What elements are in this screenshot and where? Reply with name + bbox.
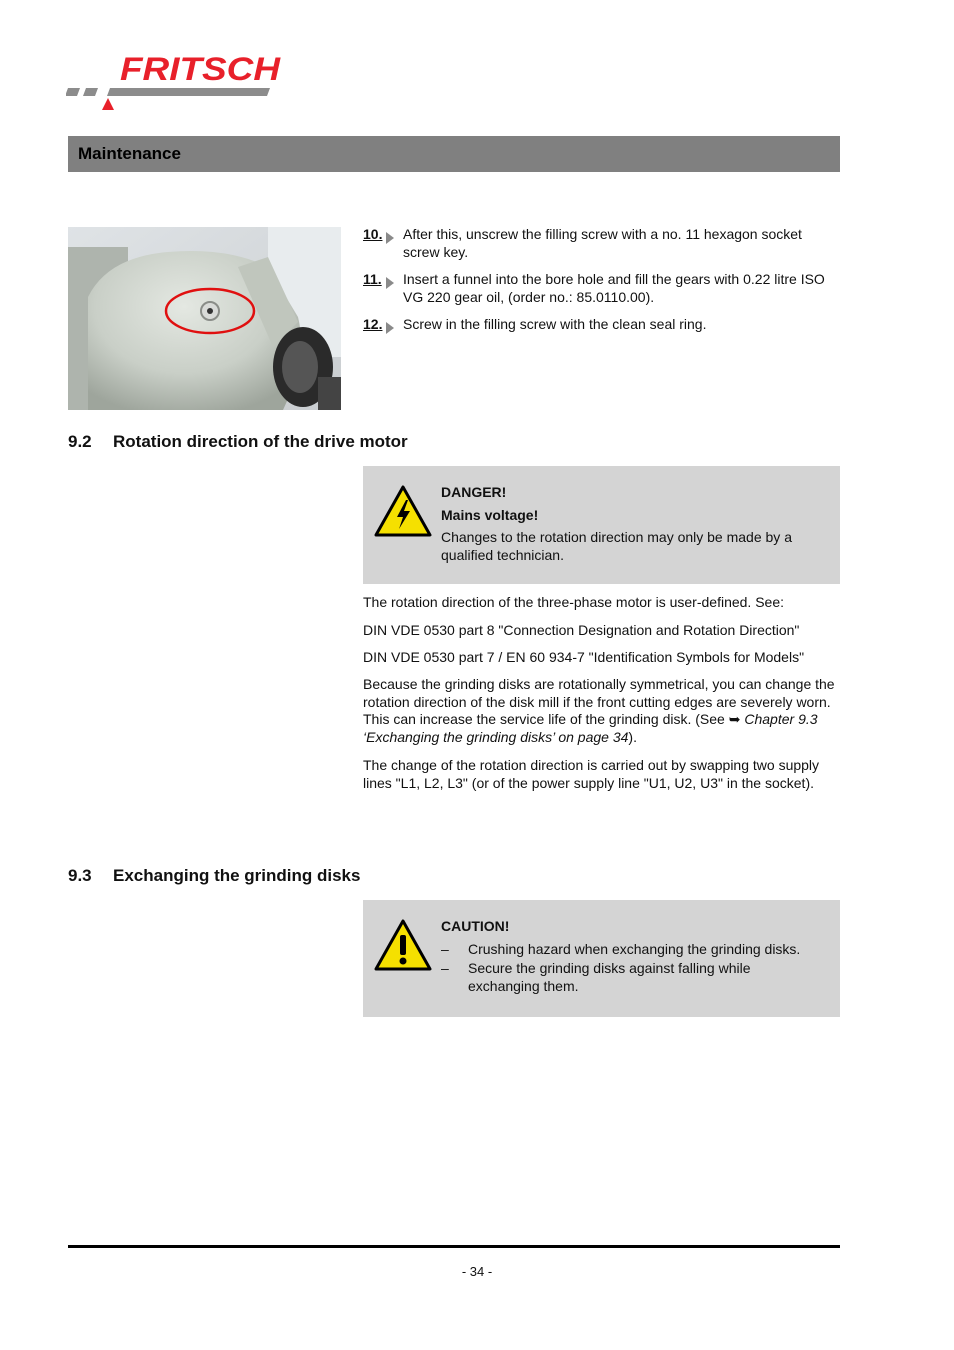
list-item	[363, 226, 841, 261]
section-header-bar	[68, 136, 840, 172]
step-arrow-icon	[386, 322, 394, 334]
logo-text: FRITSCH	[120, 52, 282, 87]
paragraph: The rotation direction of the three-phase motor is user-defined. See:	[363, 594, 785, 610]
danger-subtitle: Mains voltage!	[441, 506, 539, 523]
heading-number: 9.3	[68, 866, 92, 885]
danger-text: Changes to the rotation direction may only be made by a qualified technician.	[441, 529, 792, 563]
footer-divider	[68, 1245, 840, 1248]
list-item	[363, 271, 841, 306]
step-text: After this, unscrew the filling screw with a no. 11 hexagon socket screw key.	[403, 226, 802, 260]
page-number: - 34 -	[461, 1264, 493, 1279]
step-text: Screw in the filling screw with the clean seal ring.	[403, 316, 707, 332]
paragraph-supply: The change of the rotation direction is carried out by swapping two supply lines "L1, L2, L3" (or of the power supply line "U1, U2, U3" in the socket).	[363, 757, 820, 791]
warning-icon	[373, 918, 433, 975]
paragraph: DIN VDE 0530 part 7 / EN 60 934-7 "Identification Symbols for Models"	[363, 649, 805, 665]
list-item: – Crushing hazard when exchanging the grinding disks.	[441, 940, 801, 957]
list-item	[363, 316, 841, 334]
step-text: Insert a funnel into the bore hole and fill the gears with 0.22 litre ISO VG 220 gear oil, (order no.: 85.0110.00).	[403, 271, 825, 305]
heading-number: 9.2	[68, 432, 92, 451]
logo-graphic	[66, 52, 286, 116]
high-voltage-icon	[373, 484, 433, 541]
step-number: 11.	[363, 271, 382, 287]
heading-title: Rotation direction of the drive motor	[113, 432, 408, 451]
paragraph-grinding: Because the grinding disks are rotationally symmetrical, you can change the rotation direction of the disk mill if the front cutting edges are severely worn. This can increase the service life of the grinding disk. (See ➥ Chapter 9.3 ‘Exchanging the grinding disks’ on page 34).	[363, 676, 835, 745]
step-arrow-icon	[386, 277, 394, 289]
list-item: – Secure the grinding disks against falling while exchanging them.	[441, 960, 751, 994]
danger-label: DANGER!	[441, 484, 507, 500]
heading-title: Exchanging the grinding disks	[113, 866, 361, 885]
caution-label: CAUTION!	[441, 918, 510, 934]
chapter-link[interactable]: ➥ Chapter 9.3 ‘Exchanging the grinding disks’ on page 34	[363, 711, 818, 745]
paragraph: DIN VDE 0530 part 8 "Connection Designation and Rotation Direction"	[363, 622, 800, 638]
danger-box	[363, 466, 840, 584]
heading-9-2	[68, 432, 408, 452]
gear-motor-photo	[68, 227, 341, 410]
step-number: 12.	[363, 316, 383, 332]
section-title: Maintenance	[78, 144, 181, 163]
step-number: 10.	[363, 226, 383, 242]
fritsch-logo	[66, 52, 286, 116]
caution-box	[363, 900, 840, 1017]
heading-9-3	[68, 866, 360, 886]
step-arrow-icon	[386, 232, 394, 244]
link-arrow-icon: ➥	[728, 711, 741, 727]
